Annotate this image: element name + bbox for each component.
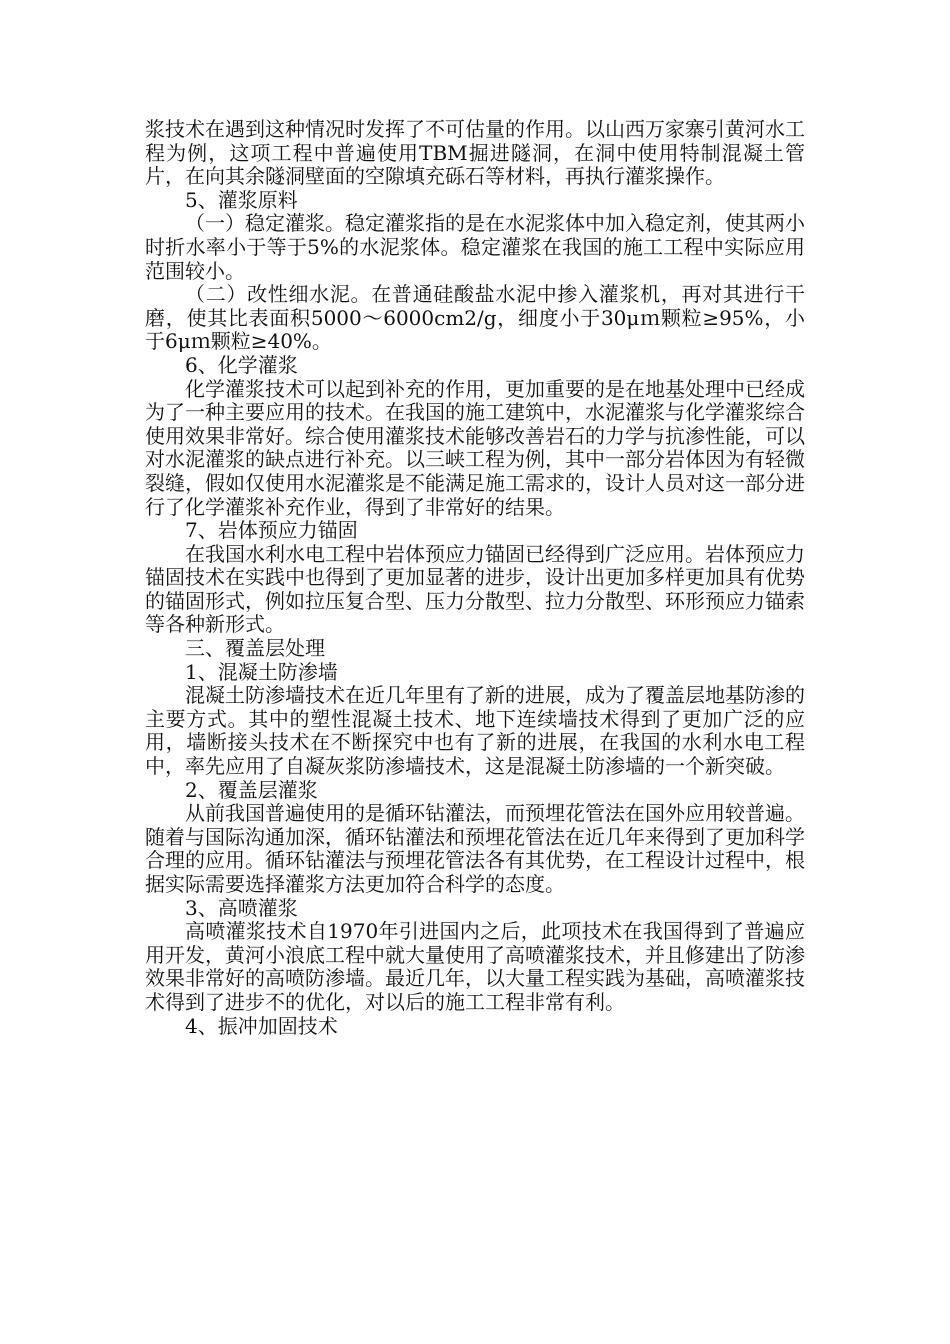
paragraph-chemical-grouting: 化学灌浆技术可以起到补充的作用，更加重要的是在地基处理中已经成为了一种主要应用的技术。在我国的施工建筑中，水泥灌浆与化学灌浆综合使用效果非常好。综合使用灌浆技术能够改善岩石的力学与抗渗性能，可以对水泥灌浆的缺点进行补充。以三峡工程为例，其中一部分岩体因为有轻微裂缝，假如仅使用水泥灌浆是不能满足施工需求的，设计人员对这一部分进行了化学灌浆补充作业，得到了非常好的结果。 (145, 376, 805, 519)
paragraph-cutoff-wall: 混凝土防渗墙技术在近几年里有了新的进展，成为了覆盖层地基防渗的主要方式。其中的塑性混凝土技术、地下连续墙技术得到了更加广泛的应用，墙断接头技术在不断探究中也有了新的进展，在我国的水利水电工程中，率先应用了自凝灰浆防渗墙技术，这是混凝土防渗墙的一个新突破。 (145, 683, 805, 779)
paragraph-1: 浆技术在遇到这种情况时发挥了不可估量的作用。以山西万家寨引黄河水工程为例，这项工程中普遍使用TBM掘进隧洞，在洞中使用特制混凝土管片，在向其余隧洞壁面的空隙填充砾石等材料，再执行灌浆操作。 (145, 117, 805, 189)
section-heading-6: 6、化学灌浆 (185, 352, 298, 377)
section-heading-7: 7、岩体预应力锚固 (185, 518, 358, 543)
chapter-heading-3: 三、覆盖层处理 (185, 636, 325, 661)
section-heading-1: 1、混凝土防渗墙 (185, 659, 338, 684)
section-heading-4: 4、振冲加固技术 (185, 1013, 338, 1038)
document-page (145, 118, 805, 1038)
section-heading-5: 5、灌浆原料 (185, 187, 298, 212)
section-heading-3: 3、高喷灌浆 (185, 895, 298, 920)
section-heading-2: 2、覆盖层灌浆 (185, 777, 318, 802)
paragraph-prestressed-anchor: 在我国水利水电工程中岩体预应力锚固已经得到广泛应用。岩体预应力锚固技术在实践中也得到了更加显著的进步，设计出更加多样更加具有优势的锚固形式，例如拉压复合型、压力分散型、拉力分散型、环形预应力锚索等各种新形式。 (145, 541, 805, 637)
paragraph-stable-grouting: （一）稳定灌浆。稳定灌浆指的是在水泥浆体中加入稳定剂，使其两小时折水率小于等于5%的水泥浆体。稳定灌浆在我国的施工工程中实际应用范围较小。 (145, 211, 805, 283)
paragraph-overburden-grouting: 从前我国普遍使用的是循环钻灌法，而预埋花管法在国外应用较普遍。随着与国际沟通加深，循环钻灌法和预埋花管法在近几年来得到了更加科学合理的应用。循环钻灌法与预埋花管法各有其优势，在工程设计过程中，根据实际需要选择灌浆方法更加符合科学的态度。 (145, 801, 805, 896)
paragraph-modified-cement: （二）改性细水泥。在普通硅酸盐水泥中掺入灌浆机，再对其进行干磨，使其比表面积5000～6000cm2/g，细度小于30μｍ颗粒≥95%，小于6μｍ颗粒≥40%。 (145, 282, 805, 354)
paragraph-jet-grouting: 高喷灌浆技术自1970年引进国内之后，此项技术在我国得到了普遍应用开发，黄河小浪底工程中就大量使用了高喷灌浆技术，并且修建出了防渗效果非常好的高喷防渗墙。最近几年，以大量工程实践为基础，高喷灌浆技术得到了进步不的优化，对以后的施工工程非常有利。 (145, 919, 805, 1014)
